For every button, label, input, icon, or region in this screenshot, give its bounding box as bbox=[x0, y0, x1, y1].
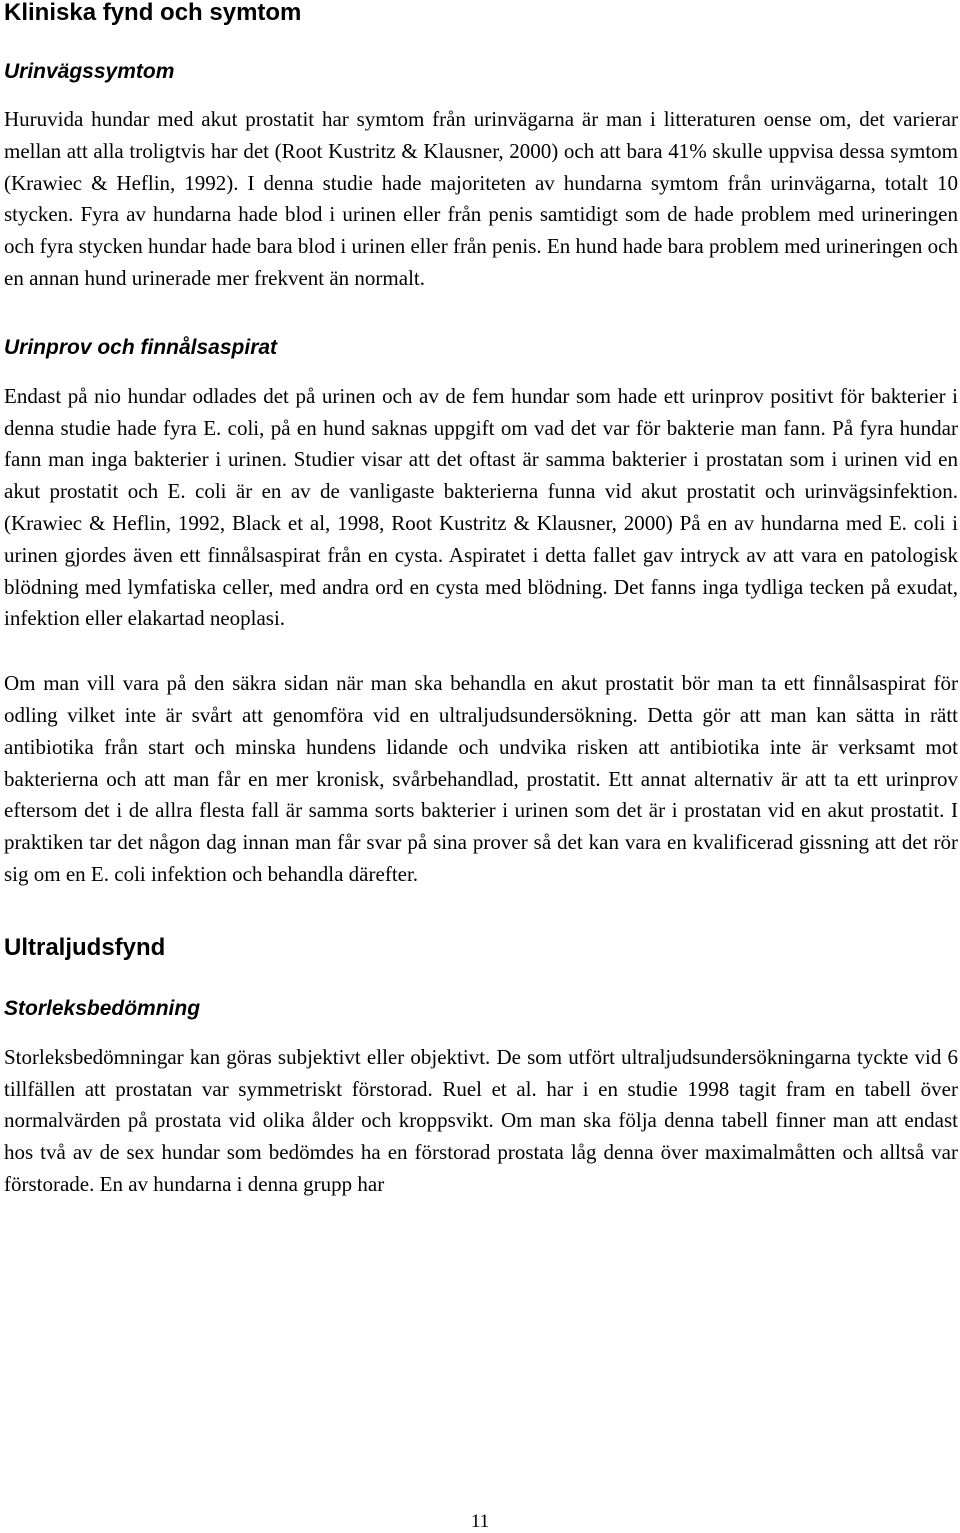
paragraph-storleksbedomning: Storleksbedömningar kan göras subjektivt eller objektivt. De som utfört ultraljudsundersökningarna tyckte vid 6 tillfällen att prostatan var symmetriskt förstorad. Ruel et al. har i en studie 1998 tagit fram en tabell över normalvärden på prostata vid olika ålder och kroppsvikt. Om man ska följa denna tabell finner man att endast hos två av de sex hundar som bedömdes ha en förstorad prostata låg denna över maximalmåtten och alltså var förstorade. En av hundarna i denna grupp har bbox=[4, 1044, 958, 1196]
heading-urinprov: Urinprov och finnålsaspirat bbox=[4, 335, 278, 359]
section-title-ultraljudsfynd: Ultraljudsfynd bbox=[4, 933, 166, 961]
text-run: infektion och behandla därefter. bbox=[145, 861, 419, 886]
text-run: i urinen gjordes även ett finnålsaspirat från en cysta. Aspiratet i detta fallet gav intryck av att vara en patologisk blödning med lymfatiska celler, med andra ord en cysta med blödning. Det fanns inga tydliga tecken på exudat, infektion eller elakartad neoplasi. bbox=[4, 510, 958, 631]
paragraph-urinprov bbox=[4, 381, 958, 635]
ecoli-italic: E. coli bbox=[888, 510, 946, 535]
heading-storleksbedomning: Storleksbedömning bbox=[4, 996, 201, 1020]
text-run: är en av de vanligaste bakterierna funna vid akut prostatit och urinvägsinfektion. (Krawiec & Heflin, 1992, Black et al, 1998, Root Kustritz & Klausner, 2000) På en av hundarna med bbox=[4, 479, 958, 535]
text-run: , på en hund saknas uppgift om vad det var för bakterie man fann. På fyra hundar fann man inga bakterier i urinen. Studier visar att det oftast är samma bakterier i prostatan som i urinen vid en akut prostatit och bbox=[4, 415, 958, 504]
ecoli-italic: E. coli bbox=[90, 861, 146, 886]
document-page bbox=[4, 0, 958, 1201]
heading-urinvagssymtom: Urinvägssymtom bbox=[4, 60, 175, 83]
page-number: 11 bbox=[470, 1511, 490, 1532]
paragraph-finnalsaspirat bbox=[4, 668, 958, 891]
paragraph-urinvagssymtom: Huruvida hundar med akut prostatit har symtom från urinvägarna är man i litteraturen oense om, det varierar mellan att alla troligtvis har det (Root Kustritz & Klausner, 2000) och att bara 41% skulle uppvisa dessa symtom (Krawiec & Heflin, 1992). I denna studie hade majoriteten av hundarna symtom från urinvägarna, totalt 10 stycken. Fyra av hundarna hade blod i urinen eller från penis samtidigt som de hade problem med urineringen och fyra stycken hundar hade bara blod i urinen eller från penis. En hund hade bara problem med urineringen och en annan hund urinerade mer frekvent än normalt. bbox=[4, 107, 958, 290]
section-title-kliniska-fynd: Kliniska fynd och symtom bbox=[4, 0, 302, 26]
ecoli-italic: E. coli bbox=[203, 415, 260, 440]
text-run: Endast på nio hundar odlades det på urinen och av de fem hundar som hade ett urinprov positivt för bakterier i denna studie hade fyra bbox=[4, 383, 958, 440]
ecoli-italic: E. coli bbox=[167, 479, 227, 504]
text-run: Om man vill vara på den säkra sidan när man ska behandla en akut prostatit bör man ta ett finnålsaspirat för odling vilket inte är svårt att genomföra vid en ultraljudsundersökning. Detta gör att man kan sätta in rätt antibiotika från start och minska hundens lidande och undvika risken att antibiotika inte är verksamt mot bakterierna och att man får en mer kronisk, svårbehandlad, prostatit. Ett annat alternativ är att ta ett urinprov eftersom det i de allra flesta fall är samma sorts bakterier i urinen som det är i prostatan vid en akut prostatit. I praktiken tar det någon dag innan man får svar på sina prover så det kan vara en kvalificerad gissning att det rör sig om en bbox=[4, 671, 958, 886]
